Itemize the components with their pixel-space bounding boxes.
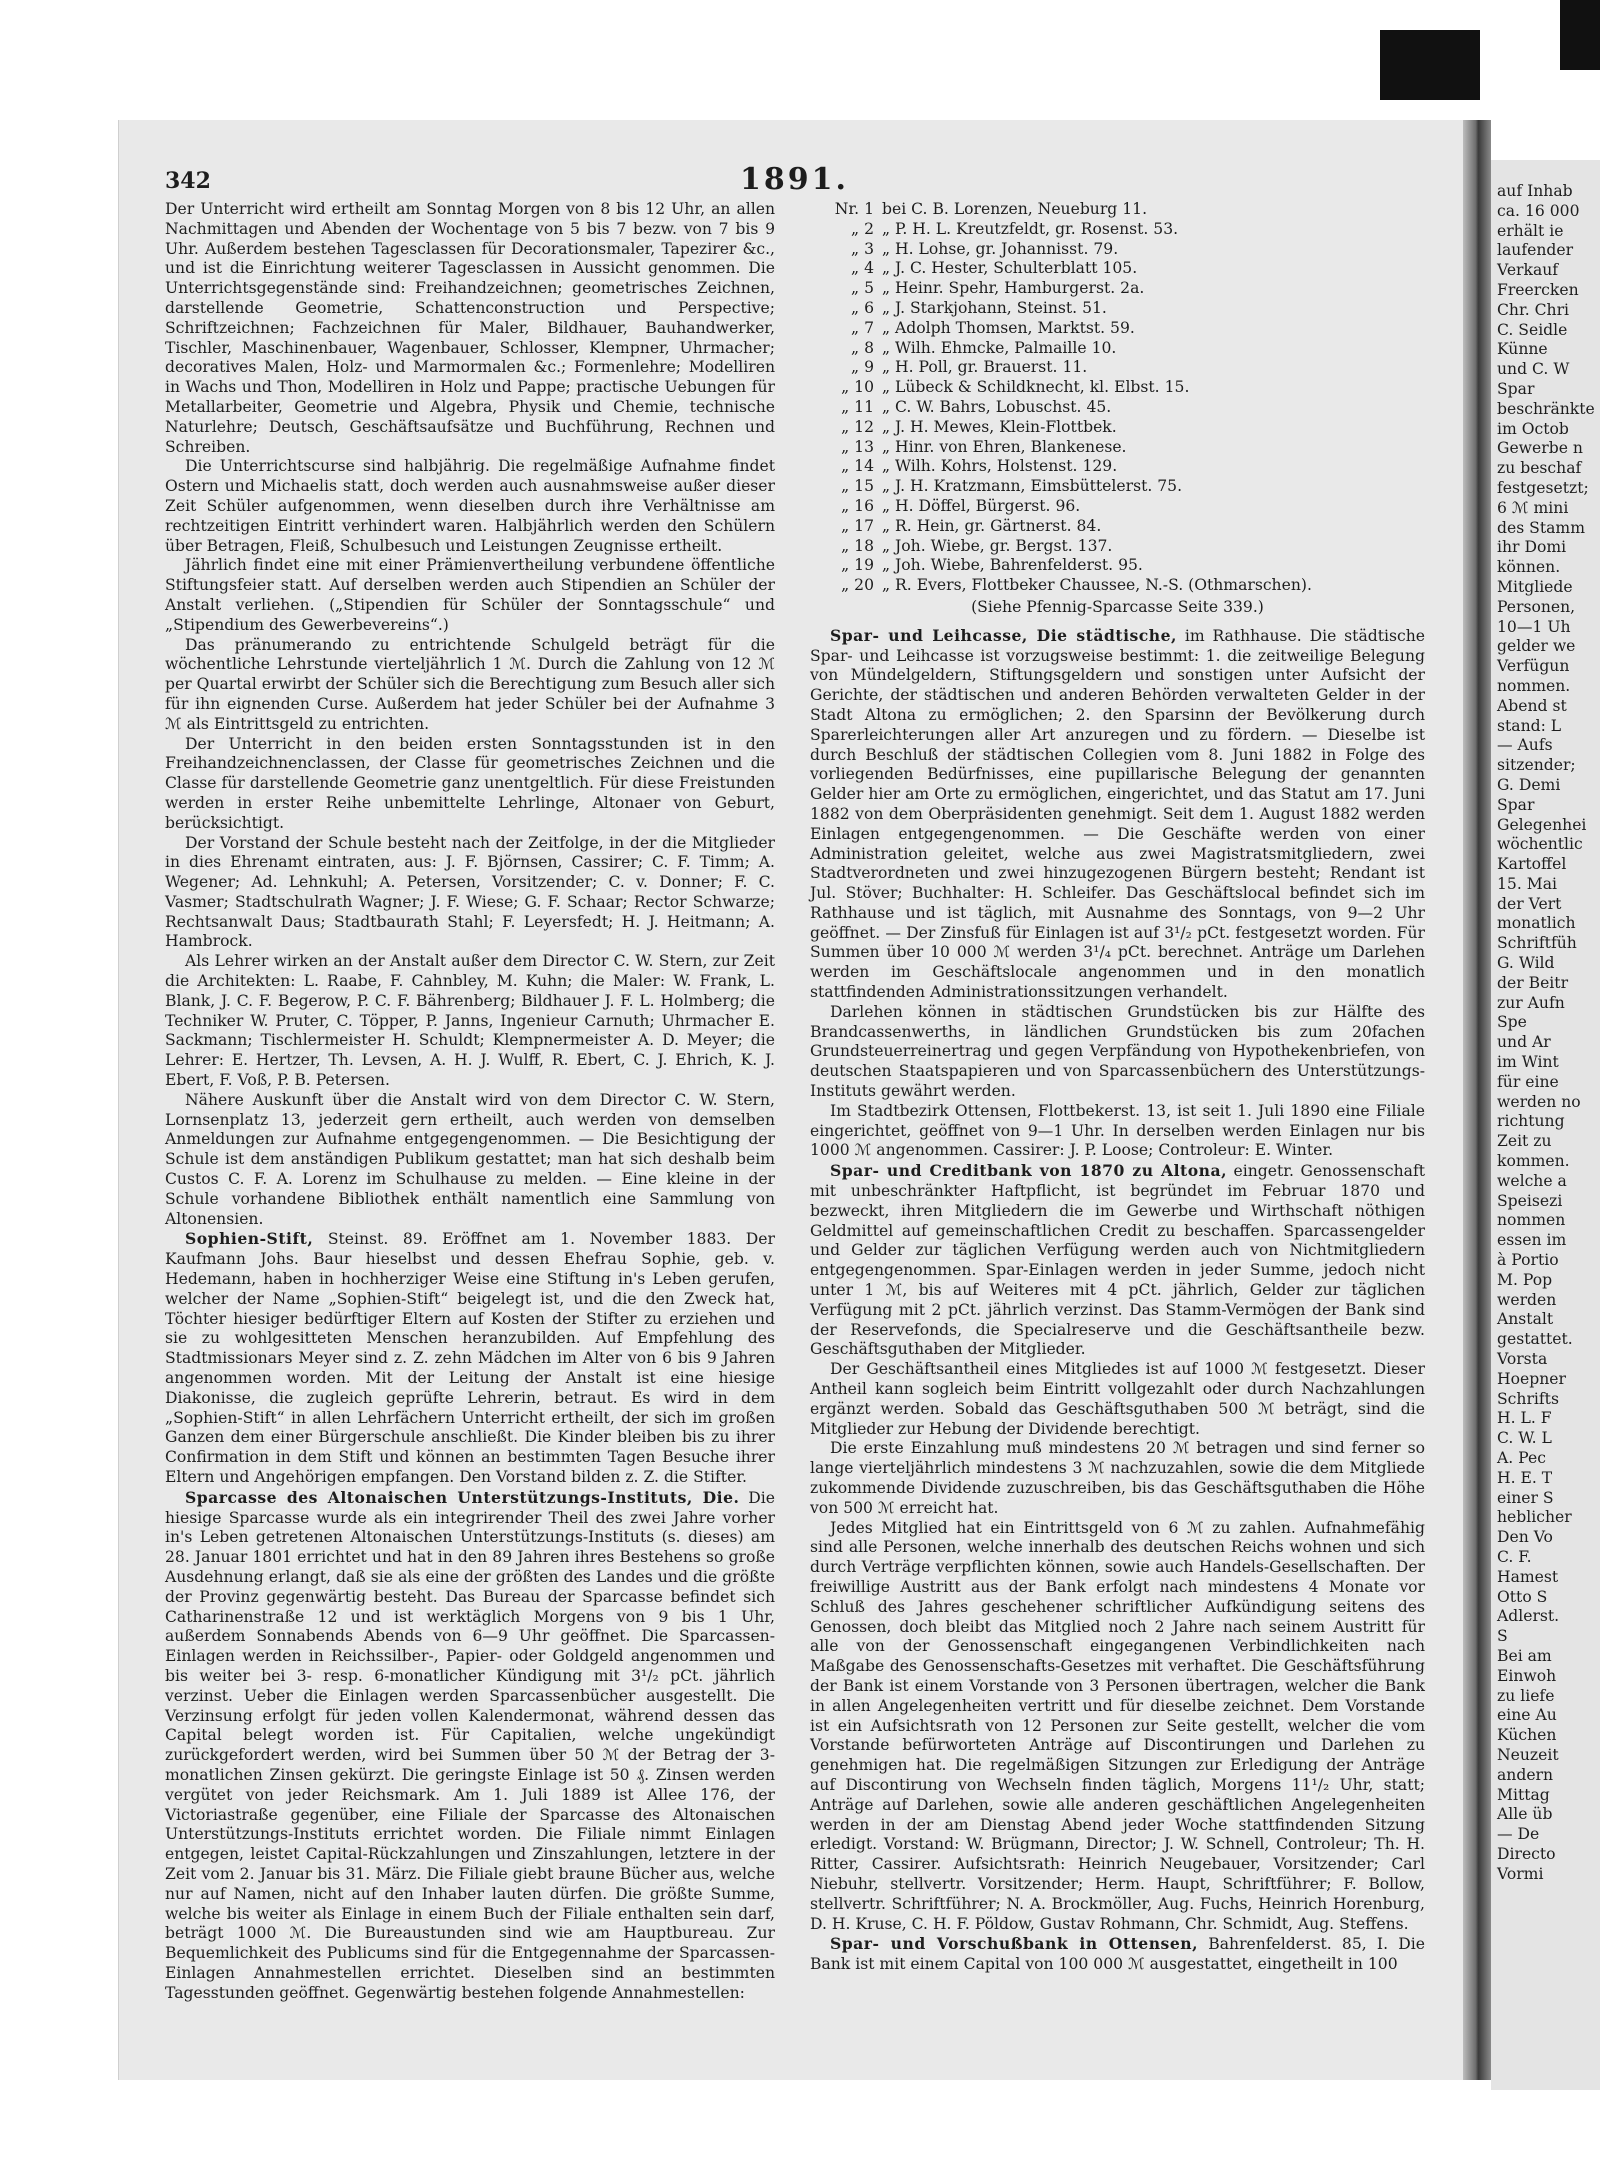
adjacent-page-line: können. [1497, 558, 1561, 577]
paragraph: Die erste Einzahlung muß mindestens 20 ℳ betragen und sind ferner so lange vierteljährlich mindestens 3 ℳ nachzuzahlen, sowie die dem Mitgliede zukommende Dividende zuzuschreiben, bis das Geschäftsguthaben die Höhe von 500 ℳ erreicht hat. [810, 1439, 1425, 1517]
adjacent-page-line: 6 ℳ mini [1497, 498, 1569, 517]
scan-mark [1560, 0, 1600, 70]
annahmestelle-row [810, 537, 1425, 557]
adjacent-page-line: 15. Mai [1497, 874, 1558, 893]
adjacent-page-line: auf Inhab [1497, 182, 1573, 200]
adjacent-page-line: wöchentlic [1497, 835, 1583, 854]
adjacent-page-line: zur Aufn [1497, 993, 1565, 1012]
adjacent-page-line: zu liefe [1497, 1686, 1555, 1705]
adjacent-page-line: laufender [1497, 241, 1574, 260]
adjacent-page-line: heblicher [1497, 1508, 1572, 1527]
annahmestelle-number: „ 8 [851, 338, 874, 357]
book-spine [1463, 120, 1491, 2080]
annahmestelle-address: „ P. H. L. Kreutzfeldt, gr. Rosenst. 53. [882, 219, 1179, 238]
annahmestelle-number: „ 15 [841, 477, 874, 496]
annahmestelle-address: „ Joh. Wiebe, gr. Bergst. 137. [882, 536, 1113, 555]
adjacent-page-line: Abend st [1497, 696, 1567, 715]
annahmestelle-row [810, 438, 1425, 458]
adjacent-page-line: im Octob [1497, 419, 1569, 438]
adjacent-page-line: H. E. T [1497, 1468, 1553, 1487]
page-number: 342 [165, 168, 211, 194]
annahmestelle-row [810, 556, 1425, 576]
annahmestellen-list [810, 200, 1425, 596]
adjacent-page-line: und Ar [1497, 1033, 1551, 1052]
paragraph: Jährlich findet eine mit einer Prämienvertheilung verbundene öffentliche Stiftungsfeier statt. Auf derselben werden auch Stipendien an Schüler der Anstalt verliehen. („Stipendien für Schüler der Sonntagsschule“ und „Stipendium des Gewerbevereins“.) [165, 556, 775, 634]
annahmestelle-address: „ R. Evers, Flottbeker Chaussee, N.-S. (Othmarschen). [882, 576, 1312, 595]
adjacent-page-line: G. Wild [1497, 954, 1555, 973]
annahmestelle-row [810, 497, 1425, 517]
adjacent-page-line: der Vert [1497, 894, 1562, 913]
adjacent-page-line: welche a [1497, 1171, 1567, 1190]
adjacent-page-line: Spar [1497, 379, 1535, 398]
annahmestelle-row [810, 457, 1425, 477]
annahmestelle-number: „ 16 [841, 496, 874, 515]
entry-title: Spar- und Leihcasse, Die städtische, [830, 625, 1177, 645]
entry-text: Die hiesige Sparcasse wurde als ein integrirender Theil des zwei Jahre vorher in's Leben getretenen Altonaischen Unterstützungs-Instituts (s. dieses) am 28. Januar 1801 errichtet und hat in den 89 Jahren ihres Bestehens so große Ausdehnung erlangt, daß sie als eine der größten des Landes und die größte der Provinz gegenwärtig besteht. Das Bureau der Sparcasse befindet sich Catharinenstraße 12 und ist werktäglich Morgens von 9 bis 1 Uhr, außerdem Sonnabends Abends von 6—9 Uhr geöffnet. Die Sparcassen-Einlagen werden in Reichssilber-, Papier- oder Goldgeld angenommen und bis weiter bei 3- resp. 6-monatlicher Kündigung mit 3¹/₂ pCt. jährlich verzinst. Ueber die Einlagen werden Sparcassenbücher ausgestellt. Die Verzinsung erfolgt für jeden vollen Kalendermonat, während dessen das Capital belegt worden ist. Für Capitalien, welche ungekündigt zurückgefordert werden, wird bei Summen über 50 ℳ der Betrag der 3-monatlichen Zinsen gekürzt. Die geringste Einlage ist 50 ₰. Zinsen werden vergütet von jeder Reichsmark. Am 1. Juli 1889 ist Allee 176, der Victoriastraße gegenüber, eine Filiale der Sparcasse des Altonaischen Unterstützungs-Instituts errichtet worden. Die Filiale nimmt Einlagen entgegen, leistet Capital-Rückzahlungen und Zinszahlungen, letztere in der Zeit vom 2. Januar bis 31. März. Die Filiale giebt braune Bücher aus, welche nur auf Namen, nicht auf den Inhaber lauten dürfen. Die größte Summe, welche bis weiter als Einlage in einem Buch der Filiale enthalten sein darf, beträgt 1000 ℳ. Die Bureaustunden sind wie am Hauptbureau. Zur Bequemlichkeit des Publicums sind für die Entgegennahme der Sparcassen-Einlagen Annahmestellen errichtet. Dieselben sind an bestimmten Tagesstunden geöffnet. Gegenwärtig bestehen folgende Annahmestellen: [165, 1488, 775, 2002]
adjacent-page-line: Otto S [1497, 1587, 1548, 1606]
adjacent-page-line: nommen [1497, 1211, 1566, 1230]
adjacent-page-line: G. Demi [1497, 775, 1561, 794]
paragraph: Jedes Mitglied hat ein Eintrittsgeld von 6 ℳ zu zahlen. Aufnahmefähig sind alle Personen, welche innerhalb des deutschen Reichs wohnen und sich durch Verträge verpflichten können, sowie auch Handels-Gesellschaften. Der freiwillige Austritt aus der Bank erfolgt nach mindestens 4 Monate vor Schluß des Jahres geschehener schriftlicher Aufkündigung seitens des Genossen, doch bleibt das Mitglied noch 2 Jahre nach seinem Austritt für alle von der Genossenschaft eingegangenen Verbindlichkeiten nach Maßgabe des Genossenschafts-Gesetzes mit verhaftet. Die Geschäftsführung der Bank ist einem Vorstande von 3 Personen übertragen, welcher die Bank in allen Angelegenheiten vertritt und für dieselbe zeichnet. Dem Vorstande ist ein Aufsichtsrath von 12 Personen zur Seite gestellt, welcher die vom Vorstande befürworteten Anträge auf Discontirungen und Darlehen zu genehmigen hat. Die regelmäßigen Sitzungen zur Erledigung der Anträge auf Discontirung von Wechseln finden täglich, Morgens 11¹/₂ Uhr, statt; Anträge auf Darlehen, sowie alle anderen geschäftlichen Angelegenheiten werden in der am Dienstag Abend jeder Woche stattfindenden Sitzung erledigt. Vorstand: W. Brügmann, Director; J. W. Schnell, Controleur; Th. H. Ritter, Cassirer. Aufsichtsrath: Heinrich Neugebauer, Vorsitzender; Carl Niebuhr, stellvertr. Vorsitzender; Herm. Haupt, Schriftführer; F. Bollow, stellvertr. Schriftführer; N. A. Brockmöller, Aug. Fuchs, Heinrich Horenburg, D. H. Kruse, C. H. F. Pöldow, Gustav Rohmann, Chr. Schmidt, Aug. Steffens. [810, 1518, 1425, 1933]
adjacent-page-line: essen im [1497, 1231, 1567, 1250]
adjacent-page-line: werden [1497, 1290, 1557, 1309]
adjacent-page-line: C. F. [1497, 1547, 1532, 1566]
entry-text: Bahrenfelderst. 85, I. Die Bank ist mit einem Capital von 100 000 ℳ ausgestattet, eingetheilt in 100 [810, 1935, 1425, 1974]
annahmestelle-address: „ Wilh. Kohrs, Holstenst. 129. [882, 457, 1118, 476]
adjacent-page-line: Küchen [1497, 1726, 1557, 1745]
adjacent-page-line: Bei am [1497, 1646, 1552, 1665]
entry-text: im Rathhause. Die städtische Spar- und Leihcasse ist vorzugsweise bestimmt: 1. die zeitweilige Belegung von Mündelgeldern, Stiftungsgeldern und sonstigen unter Aufsicht der Gerichte, der städtischen und anderen Behörden verwalteten Gelder in der Stadt Altona zu ermöglichen; 2. den Sparsinn der Bevölkerung durch Sparerleichterungen aller Art anzuregen und zu fördern. — Dieselbe ist durch Beschluß der städtischen Collegien vom 8. Juni 1882 in Folge des vorliegenden Bedürfnisses, eine pupillarische Belegung der genannten Gelder hier am Orte zu ermöglichen, eingerichtet, und das Statut am 17. Juni 1882 von dem Oberpräsidenten genehmigt. Seit dem 1. August 1882 werden Einlagen entgegengenommen. — Die Geschäfte werden von einer Administration geleitet, welche aus zwei Magistratsmitgliedern, zwei Stadtverordneten und zwei hinzugezogenen Bürgern besteht; Rendant ist Jul. Stöver; Buchhalter: H. Schleifer. Das Geschäftslocal befindet sich im Rathhause und ist täglich, mit Ausnahme des Sonntags, von 9—2 Uhr geöffnet. — Der Zinsfuß für Einlagen ist auf 3¹/₂ pCt. festgesetzt worden. Für Summen über 10 000 ℳ werden 3¹/₄ pCt. berechnet. Anträge um Darlehen werden im Geschäftslocale angenommen und in den monatlich stattfindenden Administrationssitzungen verhandelt. [810, 626, 1425, 1002]
adjacent-page-line: Alle üb [1497, 1805, 1553, 1824]
adjacent-page-line: C. W. L [1497, 1429, 1552, 1448]
entry-creditbank [810, 1161, 1425, 1360]
annahmestelle-number: „ 13 [841, 437, 874, 456]
adjacent-page-line: S [1497, 1627, 1508, 1646]
scan-mark [1380, 30, 1480, 100]
adjacent-page-line: Personen, [1497, 597, 1576, 616]
entry-title: Sparcasse des Altonaischen Unterstützungs-Instituts, Die. [185, 1487, 740, 1507]
adjacent-page-line: Verfügun [1497, 657, 1570, 676]
adjacent-page-line: Mittag [1497, 1785, 1550, 1804]
annahmestelle-address: „ Adolph Thomsen, Marktst. 59. [882, 318, 1135, 337]
paragraph: Darlehen können in städtischen Grundstücken bis zur Hälfte des Brandcassenwerths, in ländlichen Grundstücken bis zum 20fachen Grundsteuerreinertrag und gegen Verpfändung von Hypothekenbriefen, von deutschen Staatspapieren und von Sparcassenbüchern des Unterstützungs-Instituts gewährt werden. [810, 1002, 1425, 1101]
adjacent-page-line: für eine [1497, 1072, 1559, 1091]
adjacent-page-line: und C. W [1497, 360, 1570, 379]
annahmestelle-row [810, 299, 1425, 319]
adjacent-page-line: richtung [1497, 1112, 1565, 1131]
adjacent-page-line: Directo [1497, 1844, 1556, 1863]
adjacent-page-line: gestattet. [1497, 1330, 1573, 1349]
adjacent-page-line: monatlich [1497, 914, 1576, 933]
adjacent-page-line: Anstalt [1497, 1310, 1554, 1329]
adjacent-page-line: gelder we [1497, 637, 1576, 656]
adjacent-page-line: werden no [1497, 1092, 1581, 1111]
paragraph: Der Unterricht in den beiden ersten Sonntagsstunden ist in den Freihandzeichnenclassen, der Classe für geometrisches Zeichnen und die Classe für darstellende Geometrie ganz unentgeltlich. Für diese Freistunden werden in erster Reihe unbemittelte Lehrlinge, Altonaer von Geburt, berücksichtigt. [165, 734, 775, 832]
adjacent-page-line: eine Au [1497, 1706, 1557, 1725]
annahmestelle-row [810, 398, 1425, 418]
annahmestelle-number: „ 18 [841, 536, 874, 555]
adjacent-page-line: einer S [1497, 1488, 1554, 1507]
adjacent-page-line: Den Vo [1497, 1528, 1553, 1547]
adjacent-page-line: zu beschaf [1497, 459, 1582, 478]
left-column [165, 200, 775, 2004]
annahmestelle-row [810, 477, 1425, 497]
annahmestelle-row [810, 517, 1425, 537]
adjacent-page-line: Gewerbe n [1497, 439, 1583, 458]
adjacent-page-line: Zeit zu [1497, 1132, 1552, 1151]
adjacent-page-line: Speisezi [1497, 1191, 1563, 1210]
adjacent-page-line: des Stamm [1497, 518, 1585, 537]
annahmestelle-number: „ 12 [841, 417, 874, 436]
entry-text: eingetr. Genossenschaft mit unbeschränkter Haftpflicht, ist begründet im Februar 1870 und bezweckt, ihren Mitgliedern die im Gewerbe und Wirthschaft nöthigen Geldmittel auf gemeinschaftlichen Credit zu beschaffen. Sparcassengelder und Gelder zur täglichen Verfügung werden auch von Nichtmitgliedern entgegengenommen. Spar-Einlagen werden in jeder Summe, jedoch nicht unter 1 ℳ, bis auf Weiteres mit 4 pCt. jährlich, Gelder zur täglichen Verfügung mit 2 pCt. jährlich verzinst. Das Stamm-Vermögen der Bank sind der Reservefonds, die Specialreserve und die Geschäftsantheile bezw. Geschäftsguthaben der Mitglieder. [810, 1162, 1425, 1359]
annahmestelle-address: „ R. Hein, gr. Gärtnerst. 84. [882, 516, 1102, 535]
entry-title: Sophien-Stift, [185, 1229, 314, 1249]
annahmestelle-number: „ 17 [841, 516, 874, 535]
annahmestelle-row [810, 259, 1425, 279]
paragraph: Nähere Auskunft über die Anstalt wird von dem Director C. W. Stern, Lornsenplatz 13, jederzeit gern ertheilt, auch werden von demselben Anmeldungen zur Aufnahme entgegengenommen. — Die Besichtigung der Schule ist dem anständigen Publikum gestattet; man hat sich deshalb beim Custos C. F. A. Lorenz im Schulhause zu melden. — Eine kleine in der Schule vorhandene Bibliothek enthält namentlich eine Sammlung von Altonensien. [165, 1090, 775, 1228]
adjacent-page-line: Spar [1497, 795, 1535, 814]
annahmestelle-number: „ 3 [851, 239, 874, 258]
paragraph: Im Stadtbezirk Ottensen, Flottbekerst. 13, ist seit 1. Juli 1890 eine Filiale eingerichtet, geöffnet von 9—1 Uhr. In derselben werden Einlagen nur bis 1000 ℳ angenommen. Cassirer: J. P. Loose; Controleur: E. Winter. [810, 1101, 1425, 1160]
adjacent-page-line: sitzender; [1497, 756, 1576, 775]
annahmestelle-number: „ 19 [841, 556, 874, 575]
adjacent-page-line: Freercken [1497, 280, 1579, 299]
running-header-year: 1891. [740, 162, 849, 197]
annahmestelle-address: „ Wilh. Ehmcke, Palmaille 10. [882, 338, 1117, 357]
annahmestelle-number: „ 2 [851, 219, 874, 238]
adjacent-page-line: H. L. F [1497, 1409, 1552, 1428]
cross-reference: (Siehe Pfennig-Sparcasse Seite 339.) [971, 597, 1264, 616]
annahmestelle-address: „ J. H. Mewes, Klein-Flottbek. [882, 417, 1117, 436]
adjacent-page-line: stand: L [1497, 716, 1562, 735]
adjacent-page-line: andern [1497, 1765, 1554, 1784]
entry-leihcasse [810, 626, 1425, 1003]
paragraph: Der Vorstand der Schule besteht nach der Zeitfolge, in der die Mitglieder in dies Ehrenamt eintraten, aus: J. F. Björnsen, Cassirer; C. F. Timm; A. Wegener; Ad. Lehnkuhl; A. Petersen, Vorsitzender; C. v. Donner; F. C. Vasmer; Stadtschulrath Wagner; J. F. Wiese; G. F. Schaar; Rector Schwarze; Rechtsanwalt Daus; Stadtbaurath Stahl; F. Leyersfedt; H. J. Heitmann; A. Hambrock. [165, 833, 775, 951]
annahmestelle-number: Nr. 1 [834, 200, 874, 218]
adjacent-page-line: Vorsta [1497, 1350, 1548, 1369]
annahmestelle-row [810, 378, 1425, 398]
adjacent-page-line: Chr. Chri [1497, 300, 1570, 319]
annahmestelle-address: „ H. Lohse, gr. Johannisst. 79. [882, 239, 1119, 258]
paragraph: Der Unterricht wird ertheilt am Sonntag Morgen von 8 bis 12 Uhr, an allen Nachmittagen und Abenden der Wochentage von 5 bis 7 bezw. von 7 bis 9 Uhr. Außerdem bestehen Tagesclassen für Decorationsmaler, Tapezirer &c., und ist die Einrichtung weiterer Tagesclassen in Aussicht genommen. Die Unterrichtsgegenstände sind: Freihandzeichnen; geometrisches Zeichnen, darstellende Geometrie, Schattenconstruction und Perspective; Schriftzeichnen; Fachzeichnen für Maler, Bildhauer, Bauhandwerker, Tischler, Maschinenbauer, Wagenbauer, Schlosser, Klempner, Uhrmacher; decoratives Malen, Holz- und Marmormalen &c.; Formenlehre; Modelliren in Wachs und Thon, Modelliren in Holz und Pappe; practische Uebungen für Metallarbeiter, Geometrie und Algebra, Physik und Chemie, technische Naturlehre; Deutsch, Geschäftsaufsätze und Buchführung, Rechnen und Schreiben. [165, 200, 775, 456]
adjacent-page-line: festgesetzt; [1497, 478, 1589, 497]
entry-sparcasse [165, 1488, 775, 2004]
annahmestelle-row [810, 339, 1425, 359]
paragraph: Das pränumerando zu entrichtende Schulgeld beträgt für die wöchentliche Lehrstunde vierteljährlich 1 ℳ. Durch die Zahlung von 12 ℳ per Quartal erwirbt der Schüler sich die Berechtigung zum Besuch aller sich für ihn eignenden Curse. Außerdem hat jeder Schüler bei der Aufnahme 3 ℳ als Eintrittsgeld zu entrichten. [165, 635, 775, 733]
adjacent-page-line: ca. 16 000 [1497, 201, 1580, 220]
entry-sophien-stift [165, 1229, 775, 1487]
adjacent-page [1491, 160, 1600, 2090]
adjacent-page-line: M. Pop [1497, 1270, 1553, 1289]
annahmestelle-number: „ 14 [841, 457, 874, 476]
annahmestelle-row [810, 200, 1425, 220]
adjacent-page-line: Neuzeit [1497, 1745, 1559, 1764]
adjacent-page-line: Kartoffel [1497, 855, 1567, 874]
annahmestelle-row [810, 220, 1425, 240]
annahmestelle-number: „ 11 [841, 397, 874, 416]
entry-title: Spar- und Creditbank von 1870 zu Altona, [830, 1161, 1228, 1181]
adjacent-page-line: Schrifts [1497, 1389, 1559, 1408]
annahmestelle-number: „ 10 [841, 378, 874, 397]
annahmestelle-address: „ J. C. Hester, Schulterblatt 105. [882, 259, 1138, 278]
adjacent-page-line: 10—1 Uh [1497, 617, 1571, 636]
adjacent-page-line: ihr Domi [1497, 538, 1567, 557]
annahmestelle-row [810, 240, 1425, 260]
scan-border [0, 0, 1600, 120]
adjacent-page-line: — Aufs [1497, 736, 1553, 755]
annahmestelle-number: „ 9 [851, 358, 874, 377]
annahmestelle-row [810, 319, 1425, 339]
annahmestelle-number: „ 7 [851, 318, 874, 337]
annahmestelle-number: „ 5 [851, 279, 874, 298]
adjacent-page-line: C. Seidle [1497, 320, 1568, 339]
adjacent-page-line: Schriftfüh [1497, 934, 1577, 953]
adjacent-page-line: Vormi [1497, 1864, 1544, 1883]
adjacent-page-line: A. Pec [1497, 1449, 1546, 1467]
entry-text: Steinst. 89. Eröffnet am 1. November 1883. Der Kaufmann Johs. Baur hieselbst und dessen Ehefrau Sophie, geb. v. Hedemann, haben in hochherziger Weise eine Stiftung in's Leben gerufen, welcher der Name „Sophien-Stift“ beigelegt ist, und die den Zweck hat, Töchter hiesiger bedürftiger Eltern auf Kosten der Stifter zu erziehen und sie zu wohlgesitteten Menschen heranzubilden. Auf Empfehlung des Stadtmissionars Meyer sind z. Z. zehn Mädchen im Alter von 6 bis 9 Jahren angenommen worden. Mit der Leitung der Anstalt ist eine hiesige Diakonisse, die zugleich geprüfte Lehrerin, betraut. Es wird in dem „Sophien-Stift“ in allen Lehrfächern Unterricht ertheilt, der sich im großen Ganzen dem einer Bürgerschule anschließt. Die Kinder bleiben bis zu ihrer Confirmation in dem Stift und können an bestimmten Tagen Besuche ihrer Eltern und Angehörigen empfangen. Den Vorstand bilden z. Z. die Stifter. [165, 1230, 775, 1486]
adjacent-page-line: à Portio [1497, 1251, 1559, 1270]
annahmestelle-row [810, 576, 1425, 596]
adjacent-page-line: beschränkte [1497, 399, 1595, 418]
annahmestelle-address: „ Lübeck & Schildknecht, kl. Elbst. 15. [882, 378, 1190, 397]
annahmestelle-address: „ Hinr. von Ehren, Blankenese. [882, 437, 1127, 456]
adjacent-page-line: Mitgliede [1497, 577, 1573, 596]
right-column [810, 200, 1425, 1975]
entry-vorschussbank [810, 1934, 1425, 1975]
adjacent-page-line: Verkauf [1497, 261, 1559, 280]
annahmestelle-number: „ 6 [851, 298, 874, 317]
annahmestelle-address: „ J. H. Kratzmann, Eimsbüttelerst. 75. [882, 477, 1183, 496]
annahmestelle-address: „ C. W. Bahrs, Lobuschst. 45. [882, 397, 1112, 416]
adjacent-page-line: — De [1497, 1825, 1540, 1844]
adjacent-page-line: Spe [1497, 1013, 1527, 1032]
annahmestelle-address: bei C. B. Lorenzen, Neueburg 11. [882, 200, 1148, 218]
adjacent-page-line: Hamest [1497, 1567, 1559, 1586]
adjacent-page-line: Hoepner [1497, 1369, 1566, 1388]
annahmestelle-address: „ H. Döffel, Bürgerst. 96. [882, 496, 1081, 515]
adjacent-page-line: Künne [1497, 340, 1548, 359]
entry-title: Spar- und Vorschußbank in Ottensen, [830, 1934, 1199, 1954]
paragraph: Die Unterrichtscurse sind halbjährig. Die regelmäßige Aufnahme findet Ostern und Michaelis statt, doch werden auch ausnahmsweise außer dieser Zeit Schüler aufgenommen, wenn dieselben durch ihre Verhältnisse am rechtzeitigen Eintritt verhindert waren. Halbjährlich werden den Schülern über Betragen, Fleiß, Schulbesuch und Leistungen Zeugnisse ertheilt. [165, 457, 775, 555]
adjacent-page-line: der Beitr [1497, 973, 1569, 992]
annahmestelle-address: „ H. Poll, gr. Brauerst. 11. [882, 358, 1088, 377]
adjacent-page-line: Gelegenhei [1497, 815, 1587, 834]
annahmestelle-row [810, 279, 1425, 299]
adjacent-page-line: im Wint [1497, 1053, 1559, 1072]
adjacent-page-line: erhält ie [1497, 221, 1564, 240]
adjacent-page-line: nommen. [1497, 676, 1571, 695]
annahmestelle-number: „ 4 [851, 259, 874, 278]
annahmestelle-address: „ J. Starkjohann, Steinst. 51. [882, 298, 1107, 317]
paragraph: Der Geschäftsantheil eines Mitgliedes ist auf 1000 ℳ festgesetzt. Dieser Antheil kann sogleich beim Eintritt vollgezahlt oder durch Nachzahlungen ergänzt werden. Sobald das Geschäftsguthaben 500 ℳ beträgt, sind die Mitglieder zur Hebung der Dividende berechtigt. [810, 1360, 1425, 1438]
adjacent-page-line: Adlerst. [1497, 1607, 1560, 1626]
adjacent-page-text [1497, 182, 1595, 1885]
annahmestelle-row [810, 418, 1425, 438]
annahmestelle-address: „ Joh. Wiebe, Bahrenfelderst. 95. [882, 556, 1143, 575]
annahmestelle-address: „ Heinr. Spehr, Hamburgerst. 2a. [882, 279, 1145, 298]
adjacent-page-line: kommen. [1497, 1152, 1570, 1171]
annahmestelle-number: „ 20 [841, 576, 874, 595]
annahmestelle-row [810, 358, 1425, 378]
paragraph: Als Lehrer wirken an der Anstalt außer dem Director C. W. Stern, zur Zeit die Architekten: L. Raabe, F. Cahnbley, M. Kuhn; die Maler: W. Frank, L. Blank, J. C. F. Begerow, P. C. F. Bährenberg; Bildhauer J. F. L. Holmberg; die Techniker W. Pruter, C. Töpper, P. Janns, Ingenieur Carnuth; Uhrmacher E. Sackmann; Tischlermeister H. Schuldt; Klempnermeister A. D. Meyer; die Lehrer: E. Hertzer, Th. Levsen, A. H. J. Wulff, R. Ebert, C. J. Ehrich, K. J. Ebert, F. Voß, P. B. Petersen. [165, 952, 775, 1090]
adjacent-page-line: Einwoh [1497, 1666, 1557, 1685]
